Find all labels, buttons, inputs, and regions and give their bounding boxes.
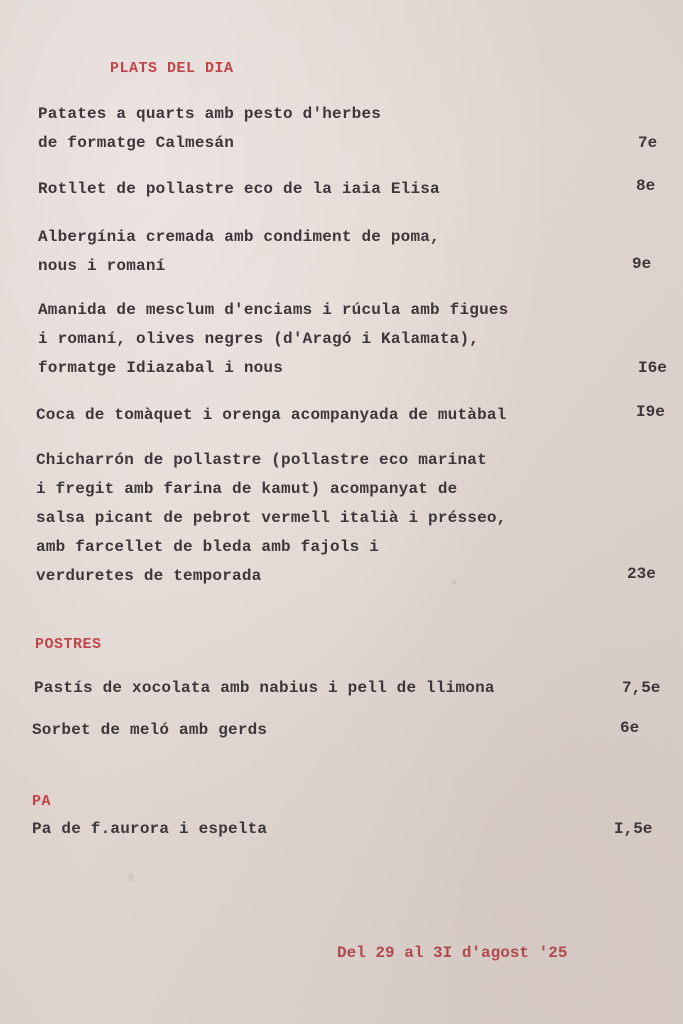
- item-price: I,5e: [614, 820, 653, 838]
- item-line: Chicharrón de pollastre (pollastre eco marinat: [36, 451, 487, 469]
- item-line: formatge Idiazabal i nous: [38, 359, 284, 377]
- item-line: amb farcellet de bleda amb fajols i: [36, 538, 380, 556]
- item-description: [38, 223, 440, 281]
- item-line: Amanida de mesclum d'enciams i rúcula amb figues: [38, 301, 509, 319]
- item-line: verduretes de temporada: [36, 567, 262, 585]
- section-title-pa: PA: [32, 793, 52, 810]
- item-description: [38, 100, 381, 158]
- menu-date: Del 29 al 3I d'agost '25: [337, 944, 568, 962]
- item-price: I9e: [636, 403, 665, 421]
- item-price: I6e: [638, 359, 667, 377]
- item-line: Patates a quarts amb pesto d'herbes: [38, 105, 382, 123]
- paper-mark: [128, 872, 134, 882]
- item-line: de formatge Calmesán: [38, 134, 235, 152]
- item-line: Albergínia cremada amb condiment de poma,: [38, 228, 440, 246]
- item-description: [38, 175, 440, 204]
- item-line: nous i romaní: [38, 257, 166, 275]
- item-description: [36, 446, 506, 591]
- item-price: 6e: [620, 719, 640, 737]
- item-line: Rotllet de pollastre eco de la iaia Elisa: [38, 180, 440, 198]
- item-price: 9e: [632, 255, 652, 273]
- item-line: Coca de tomàquet i orenga acompanyada de mutàbal: [36, 406, 507, 424]
- item-description: [34, 674, 495, 703]
- item-price: 7e: [638, 134, 658, 152]
- item-line: Pastís de xocolata amb nabius i pell de llimona: [34, 679, 495, 697]
- item-price: 8e: [636, 177, 656, 195]
- item-description: [32, 716, 267, 745]
- item-price: 7,5e: [622, 679, 661, 697]
- item-line: salsa picant de pebrot vermell italià i présseo,: [36, 509, 507, 527]
- item-description: [38, 296, 508, 383]
- item-price: 23e: [627, 565, 656, 583]
- paper-mark: [452, 580, 457, 584]
- item-line: i romaní, olives negres (d'Aragó i Kalamata),: [38, 330, 480, 348]
- item-line: Pa de f.aurora i espelta: [32, 820, 268, 838]
- item-line: Sorbet de meló amb gerds: [32, 721, 268, 739]
- item-description: [36, 401, 506, 430]
- item-line: i fregit amb farina de kamut) acompanyat de: [36, 480, 458, 498]
- item-description: [32, 815, 267, 844]
- section-title-postres: POSTRES: [35, 636, 102, 653]
- section-title-plats: PLATS DEL DIA: [110, 60, 234, 77]
